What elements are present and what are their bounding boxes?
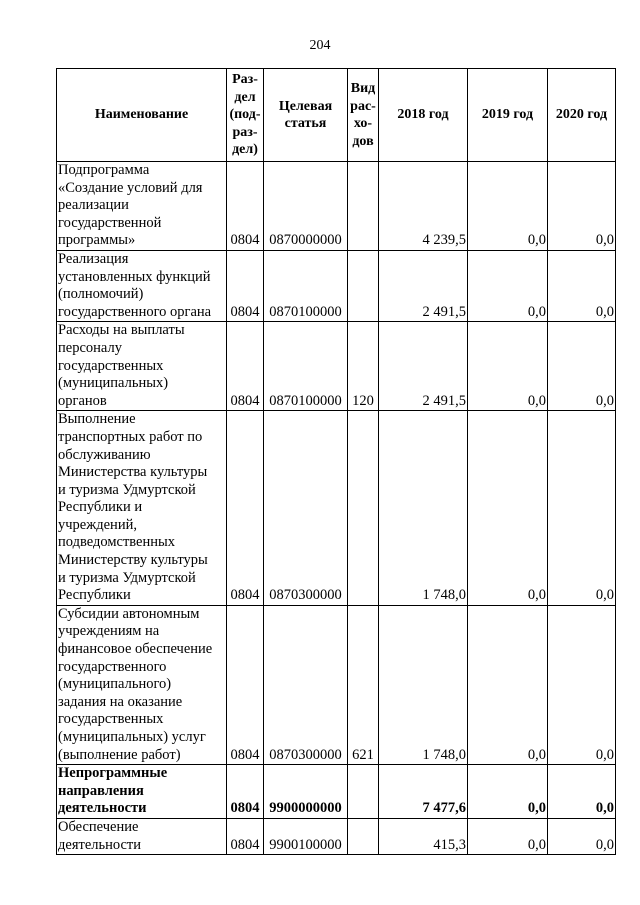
cell-target: 0870000000 bbox=[264, 162, 348, 251]
cell-expense-type bbox=[348, 162, 379, 251]
cell-2020: 0,0 bbox=[548, 411, 616, 606]
cell-2018: 7 477,6 bbox=[379, 765, 468, 819]
cell-2020: 0,0 bbox=[548, 250, 616, 321]
cell-section: 0804 bbox=[227, 411, 264, 606]
header-section: Раз- дел (под- раз- дел) bbox=[227, 69, 264, 162]
cell-target: 0870300000 bbox=[264, 411, 348, 606]
table-row bbox=[57, 411, 616, 606]
cell-2020: 0,0 bbox=[548, 818, 616, 854]
cell-expense-type: 120 bbox=[348, 322, 379, 411]
cell-2019: 0,0 bbox=[468, 162, 548, 251]
cell-target: 0870300000 bbox=[264, 605, 348, 764]
table-row bbox=[57, 162, 616, 251]
cell-section: 0804 bbox=[227, 250, 264, 321]
page-number: 204 bbox=[309, 38, 331, 53]
cell-2020: 0,0 bbox=[548, 605, 616, 764]
cell-expense-type bbox=[348, 818, 379, 854]
cell-expense-type bbox=[348, 411, 379, 606]
cell-2018: 4 239,5 bbox=[379, 162, 468, 251]
cell-2020: 0,0 bbox=[548, 765, 616, 819]
cell-2018: 1 748,0 bbox=[379, 411, 468, 606]
header-expense-type: Вид рас- хо- дов bbox=[348, 69, 379, 162]
cell-2018: 2 491,5 bbox=[379, 322, 468, 411]
cell-target: 9900100000 bbox=[264, 818, 348, 854]
cell-2020: 0,0 bbox=[548, 162, 616, 251]
cell-2019: 0,0 bbox=[468, 322, 548, 411]
header-2019: 2019 год bbox=[468, 69, 548, 162]
cell-2018: 1 748,0 bbox=[379, 605, 468, 764]
cell-section: 0804 bbox=[227, 605, 264, 764]
header-name: Наименование bbox=[57, 69, 227, 162]
header-2020: 2020 год bbox=[548, 69, 616, 162]
cell-target: 9900000000 bbox=[264, 765, 348, 819]
table-row bbox=[57, 765, 616, 819]
cell-name: Выполнение транспортных работ по обслуживанию Министерства культуры и туризма Удмуртской Республики и учреждений, подведомственных Министерству культуры и туризма Удмуртской Республики bbox=[57, 411, 227, 606]
table-row bbox=[57, 250, 616, 321]
cell-section: 0804 bbox=[227, 765, 264, 819]
cell-2019: 0,0 bbox=[468, 765, 548, 819]
cell-expense-type bbox=[348, 765, 379, 819]
cell-2019: 0,0 bbox=[468, 818, 548, 854]
cell-name: Расходы на выплаты персоналу государственных (муниципальных) органов bbox=[57, 322, 227, 411]
budget-table bbox=[56, 68, 616, 855]
cell-name: Субсидии автономным учреждениям на финансовое обеспечение государственного (муниципального) задания на оказание государственных (муниципальных) услуг (выполнение работ) bbox=[57, 605, 227, 764]
cell-section: 0804 bbox=[227, 818, 264, 854]
cell-target: 0870100000 bbox=[264, 322, 348, 411]
table-row bbox=[57, 818, 616, 854]
cell-2019: 0,0 bbox=[468, 605, 548, 764]
header-2018: 2018 год bbox=[379, 69, 468, 162]
cell-name: Обеспечение деятельности bbox=[57, 818, 227, 854]
cell-section: 0804 bbox=[227, 322, 264, 411]
cell-2020: 0,0 bbox=[548, 322, 616, 411]
cell-target: 0870100000 bbox=[264, 250, 348, 321]
table-row bbox=[57, 605, 616, 764]
cell-2019: 0,0 bbox=[468, 250, 548, 321]
cell-name: Непрограммные направления деятельности bbox=[57, 765, 227, 819]
header-target: Целевая статья bbox=[264, 69, 348, 162]
cell-2018: 2 491,5 bbox=[379, 250, 468, 321]
table-row bbox=[57, 322, 616, 411]
cell-2018: 415,3 bbox=[379, 818, 468, 854]
cell-expense-type: 621 bbox=[348, 605, 379, 764]
header-row bbox=[57, 69, 616, 162]
cell-expense-type bbox=[348, 250, 379, 321]
cell-2019: 0,0 bbox=[468, 411, 548, 606]
cell-name: Подпрограмма «Создание условий для реализации государственной программы» bbox=[57, 162, 227, 251]
cell-section: 0804 bbox=[227, 162, 264, 251]
cell-name: Реализация установленных функций (полномочий) государственного органа bbox=[57, 250, 227, 321]
